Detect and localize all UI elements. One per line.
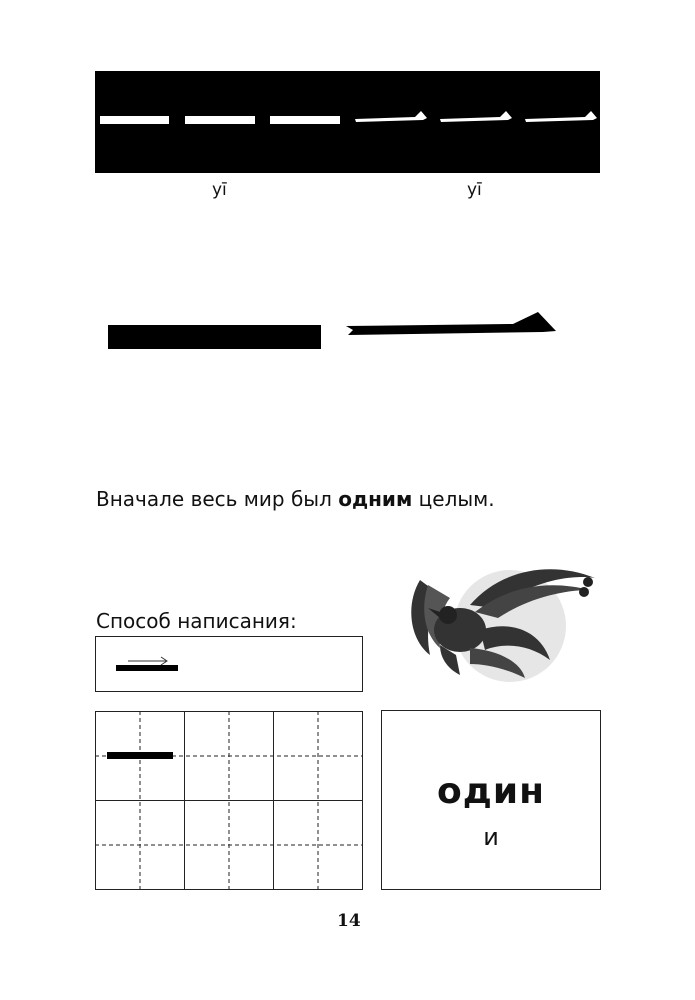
- card-pinyin: и: [483, 823, 499, 851]
- sentence-after: целым.: [412, 487, 495, 511]
- stroke-regular-1: [100, 116, 169, 124]
- large-stroke-regular: [108, 325, 321, 349]
- large-stroke-calligraphic: [343, 308, 558, 338]
- writing-method-box: [95, 636, 363, 692]
- card-word: один: [437, 771, 545, 812]
- page-number: 14: [337, 911, 361, 931]
- stroke-calligraphic-2: [438, 109, 513, 125]
- writing-method-label: Способ написания:: [96, 609, 297, 633]
- pinyin-left: yī: [212, 180, 227, 200]
- sentence: [96, 487, 495, 511]
- stroke-direction-arrow-icon: [116, 655, 178, 675]
- character-banner: [95, 71, 600, 173]
- stroke-calligraphic-1: [353, 109, 428, 125]
- sentence-before: Вначале весь мир был: [96, 487, 339, 511]
- word-card: [381, 710, 601, 890]
- stroke-regular-2: [185, 116, 255, 124]
- phoenix-icon: [400, 560, 600, 682]
- stroke-regular-3: [270, 116, 340, 124]
- stroke-calligraphic-3: [523, 109, 598, 125]
- sentence-bold-word: одним: [338, 487, 413, 511]
- pinyin-right: yī: [467, 180, 482, 200]
- practice-grid: [95, 711, 363, 890]
